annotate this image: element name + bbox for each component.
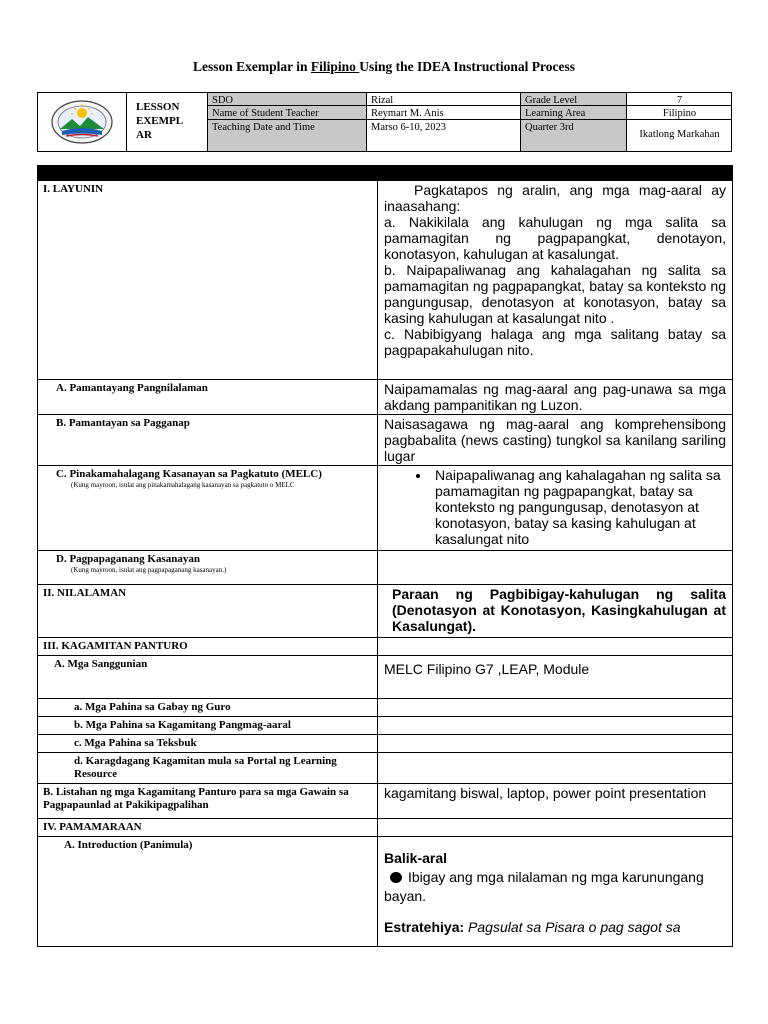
row-pangmag-aaral (38, 717, 733, 735)
row-pamantayang-pangnilalaman (38, 380, 733, 415)
row-kagamitan (38, 638, 733, 656)
row-nilalaman (38, 585, 733, 638)
teaching-date-value: Marso 6-10, 2023 (367, 120, 521, 151)
pamamaraan-label: IV. PAMAMARAAN (38, 819, 378, 837)
pagpapaganang-note: (Kung mayroon, isulat ang pagpapaganang kasanayan.) (71, 566, 227, 574)
student-teacher-value: Reymart M. Anis (367, 106, 521, 120)
introduction-label: A. Introduction (Panimula) (38, 837, 378, 947)
melc-cell (38, 466, 378, 551)
karagdagang-value (378, 753, 733, 784)
layunin-c: c. Nabibigyang halaga ang mga salitang batay sa pagpapakahulugan nito. (384, 326, 726, 358)
kagamitan-label: III. KAGAMITAN PANTURO (38, 638, 378, 656)
teksbuk-label: c. Mga Pahina sa Teksbuk (38, 735, 378, 753)
introduction-value (378, 837, 733, 947)
row-teksbuk (38, 735, 733, 753)
listahan-value: kagamitang biswal, laptop, power point presentation (378, 784, 733, 819)
document-title (0, 59, 768, 75)
pangmag-aaral-label: b. Mga Pahina sa Kagamitang Pangmag-aaral (38, 717, 378, 735)
gabay-label: a. Mga Pahina sa Gabay ng Guro (38, 699, 378, 717)
layunin-intro: Pagkatapos ng aralin, ang mga mag-aaral ay inaasahang: (384, 182, 726, 214)
student-teacher-label: Name of Student Teacher (208, 106, 367, 120)
pamantayan-pagganap-value: Naisasagawa ng mag-aaral ang komprehensibong pagbabalita (news casting) tungkol sa kanilang sariling lugar (378, 415, 733, 466)
pagpapaganang-label: D. Pagpapaganang Kasanayan (56, 553, 200, 565)
row-listahan (38, 784, 733, 819)
row-karagdagang (38, 753, 733, 784)
learning-area-label: Learning Area (521, 106, 627, 120)
quarter-label: Quarter 3rd (521, 120, 627, 151)
pagpapaganang-cell (38, 551, 378, 585)
header-info-grid (208, 93, 732, 151)
layunin-label: I. LAYUNIN (38, 181, 378, 380)
pagpapaganang-value (378, 551, 733, 585)
sanggunian-label: A. Mga Sanggunian (38, 656, 378, 699)
gabay-value (378, 699, 733, 717)
deped-logo (38, 93, 127, 151)
title-subject: Filipino (310, 59, 360, 74)
melc-note: (Kung mayroon, isulat ang pinakamahalagang kasanayan sa pagkatuto o MELC (71, 481, 295, 489)
row-gabay (38, 699, 733, 717)
pamantayang-pangnilalaman-value: Naipamamalas ng mag-aaral ang pag-unawa sa mga akdang pampanitikan ng Luzon. (378, 380, 733, 415)
layunin-a: a. Nakikilala ang kahulugan ng mga salita sa pamamagitan ng pagpapangkat, denotayon, konotasyon, kahulugan at kasalungat. (384, 214, 726, 262)
melc-value: • Naipapaliwanag ang kahalagahan ng salita sa pamamagitan ng pagpapangkat, batay sa konteksto ng pangungusap, denotasyon at konotasyon, batay sa kasing kahulugan at kasalungat nito (431, 467, 726, 547)
grade-level-value: 7 (627, 93, 732, 106)
sanggunian-value: MELC Filipino G7 ,LEAP, Module (378, 656, 733, 699)
pamamaraan-value (378, 819, 733, 837)
melc-label: C. Pinakamahalagang Kasanayan sa Pagkatuto (MELC) (56, 468, 322, 480)
estratehiya-label: Estratehiya: (384, 919, 465, 935)
listahan-label: B. Listahan ng mga Kagamitang Panturo para sa mga Gawain sa Pagpapaunlad at Pakikipagpalihan (38, 784, 378, 819)
layunin-b: b. Naipapaliwanag ang kahalagahan ng salita sa pamamagitan ng pagpapangkat, batay sa konteksto ng pangungusap, denotasyon at konotasyon, batay sa kasing kahulugan at kasalungat nito . (384, 262, 726, 326)
nilalaman-label: II. NILALAMAN (38, 585, 378, 638)
quarter-value: Ikatlong Markahan (639, 129, 720, 140)
row-introduction (38, 837, 733, 947)
title-prefix: Lesson Exemplar in (192, 59, 311, 74)
nilalaman-value: Paraan ng Pagbibigay-kahulugan ng salita (Denotasyon at Konotasyon, Kasingkahulugan at Kasalungat). (378, 585, 733, 638)
layunin-value (378, 181, 733, 380)
row-pamantayan-pagganap (38, 415, 733, 466)
pamantayang-pangnilalaman-label: A. Pamantayang Pangnilalaman (38, 380, 378, 415)
karagdagang-label: d. Karagdagang Kagamitan mula sa Portal ng Learning Resource (38, 753, 378, 784)
balik-aral-item (384, 868, 726, 906)
learning-area-value: Filipino (627, 106, 732, 120)
sdo-label: SDO (208, 93, 367, 106)
row-layunin (38, 181, 733, 380)
table-header-bar (38, 166, 733, 181)
balik-aral-text: Ibigay ang mga nilalaman ng mga karunungang bayan. (384, 869, 704, 904)
sdo-value: Rizal (367, 93, 521, 106)
melc-value-cell (378, 466, 733, 551)
row-pamamaraan (38, 819, 733, 837)
lesson-exemplar-label: LESSON EXEMPL AR (126, 93, 208, 151)
row-sanggunian (38, 656, 733, 699)
lesson-plan-table (37, 165, 733, 947)
kagamitan-value (378, 638, 733, 656)
title-suffix: Using the IDEA Instructional Process (359, 59, 576, 74)
bullet-icon (390, 872, 402, 883)
logo-emblem-icon (50, 99, 114, 145)
grade-level-label: Grade Level (521, 93, 627, 106)
balik-aral-heading: Balik-aral (384, 850, 448, 866)
estratehiya-value: Pagsulat sa Pisara o pag sagot sa (468, 919, 681, 935)
header-box (37, 92, 732, 152)
row-pagpapaganang (38, 551, 733, 585)
row-melc (38, 466, 733, 551)
teaching-date-label: Teaching Date and Time (208, 120, 367, 151)
pamantayan-pagganap-label: B. Pamantayan sa Pagganap (38, 415, 378, 466)
pangmag-aaral-value (378, 717, 733, 735)
estratehiya-line (384, 918, 726, 937)
teksbuk-value (378, 735, 733, 753)
